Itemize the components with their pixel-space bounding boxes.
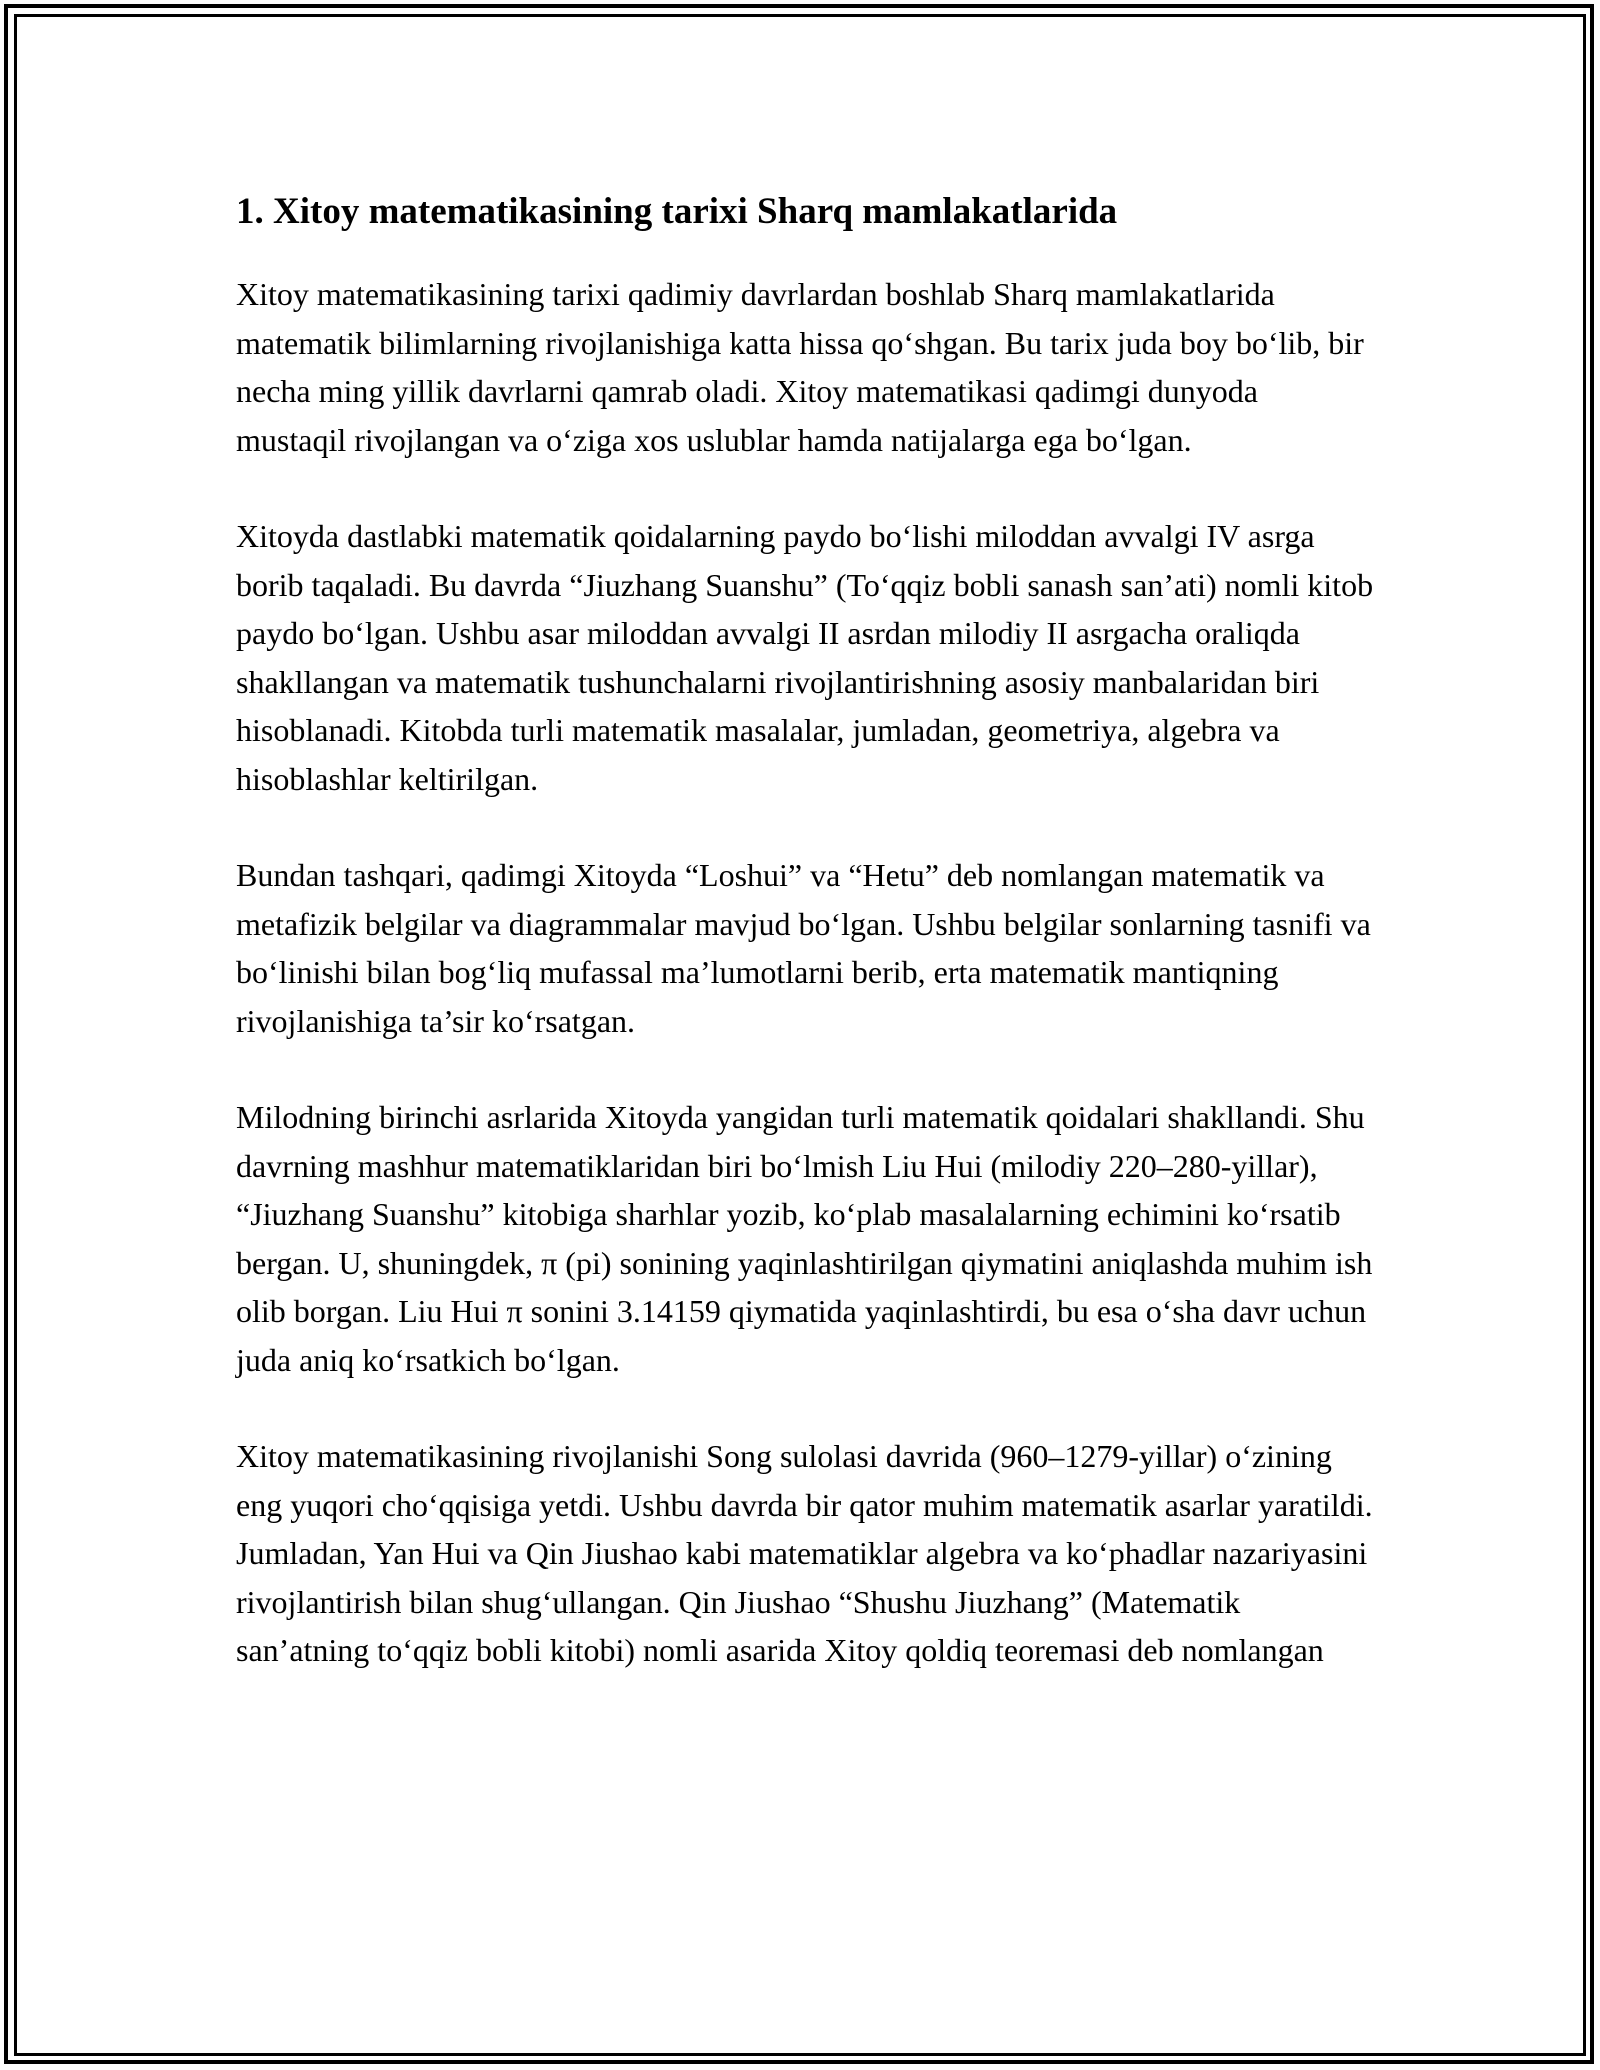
paragraph-2: Xitoyda dastlabki matematik qoidalarning paydo bo‘lishi miloddan avvalgi IV asrga borib taqaladi. Bu davrda “Jiuzhang Suanshu” (To‘qqiz bobli sanash san’ati) nomli kitob paydo bo‘lgan. Ushbu asar miloddan avvalgi II asrdan milodiy II asrgacha oraliqda shakllangan va matematik tushunchalarni rivojlantirishning asosiy manbalaridan biri hisoblanadi. Kitobda turli matematik masalalar, jumladan, geometriya, algebra va hisoblashlar keltirilgan. — [236, 518, 1374, 797]
paragraph-1: Xitoy matematikasining tarixi qadimiy davrlardan boshlab Sharq mamlakatlarida matematik bilimlarning rivojlanishiga katta hissa qo‘shgan. Bu tarix juda boy bo‘lib, bir necha ming yillik davrlarni qamrab oladi. Xitoy matematikasi qadimgi dunyoda mustaqil rivojlangan va o‘ziga xos uslublar hamda natijalarga ega bo‘lgan. — [236, 276, 1364, 458]
section-heading: 1. Xitoy matematikasining tarixi Sharq mamlakatlarida — [236, 191, 1118, 232]
paragraph-4: Milodning birinchi asrlarida Xitoyda yangidan turli matematik qoidalari shakllandi. Shu davrning mashhur matematiklaridan biri bo‘lmish Liu Hui (milodiy 220–280-yillar), “Jiuzhang Suanshu” kitobiga sharhlar yozib, ko‘plab masalalarning echimini ko‘rsatib bergan. U, shuningdek, π (pi) sonining yaqinlashtirilgan qiymatini aniqlashda muhim ish olib borgan. Liu Hui π sonini 3.14159 qiymatida yaqinlashtirdi, bu esa o‘sha davr uchun juda aniq ko‘rsatkich bo‘lgan. — [236, 1099, 1373, 1378]
document-body — [236, 186, 1376, 1723]
paragraph-5: Xitoy matematikasining rivojlanishi Song sulolasi davrida (960–1279-yillar) o‘zining eng yuqori cho‘qqisiga yetdi. Ushbu davrda bir qator muhim matematik asarlar yaratildi. Jumladan, Yan Hui va Qin Jiushao kabi matematiklar algebra va ko‘phadlar nazariyasini rivojlantirish bilan shug‘ullangan. Qin Jiushao “Shushu Jiuzhang” (Matematik san’atning to‘qqiz bobli kitobi) nomli asarida Xitoy qoldiq teoremasi deb nomlangan — [236, 1438, 1373, 1668]
paragraph-3: Bundan tashqari, qadimgi Xitoyda “Loshui” va “Hetu” deb nomlangan matematik va metafizik belgilar va diagrammalar mavjud bo‘lgan. Ushbu belgilar sonlarning tasnifi va bo‘linishi bilan bog‘liq mufassal ma’lumotlarni berib, erta matematik mantiqning rivojlanishiga ta’sir ko‘rsatgan. — [236, 857, 1371, 1039]
